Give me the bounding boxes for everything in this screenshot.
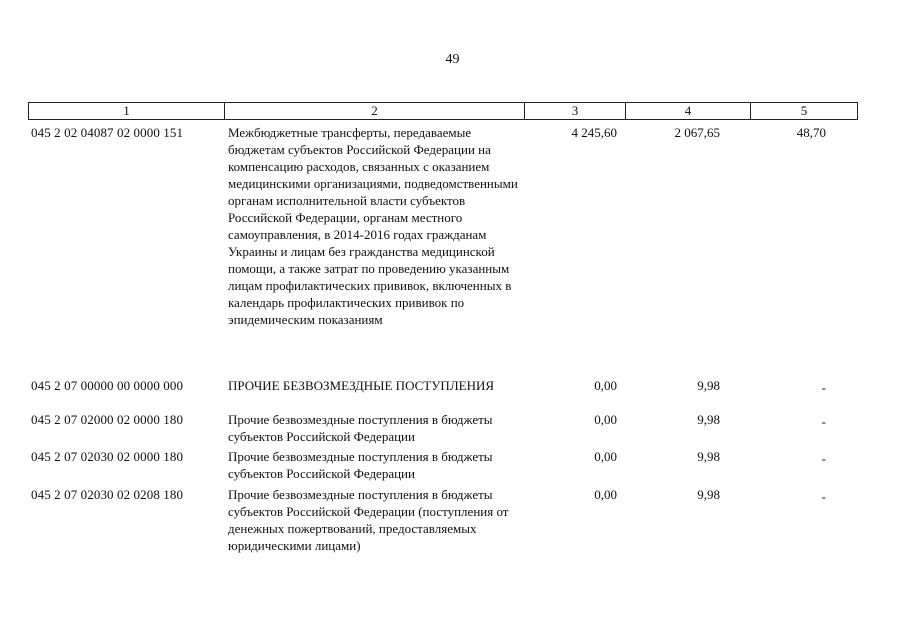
header-col-2: 2 bbox=[225, 103, 525, 119]
row-col3: 4 245,60 bbox=[571, 125, 617, 140]
row-col3: 0,00 bbox=[594, 378, 617, 393]
row-col5: 48,70 bbox=[796, 125, 826, 140]
header-col-4: 4 bbox=[626, 103, 751, 119]
row-col4: 9,98 bbox=[697, 449, 720, 464]
row-code: 045 2 07 02030 02 0208 180 bbox=[31, 487, 184, 502]
table-header bbox=[28, 102, 858, 120]
row-col4: 9,98 bbox=[697, 487, 720, 502]
row-name: Прочие безвозмездные поступления в бюджеты субъектов Российской Федерации bbox=[228, 449, 493, 481]
row-col4: 9,98 bbox=[697, 378, 720, 393]
row-code: 045 2 02 04087 02 0000 151 bbox=[31, 125, 184, 140]
row-col5: - bbox=[821, 489, 826, 504]
header-col-1: 1 bbox=[29, 103, 225, 119]
row-name: Прочие безвозмездные поступления в бюджеты субъектов Российской Федерации (поступления от денежных пожертвований, предоставляемых юридическими лицами) bbox=[228, 487, 509, 553]
row-code: 045 2 07 02030 02 0000 180 bbox=[31, 449, 184, 464]
row-col5: - bbox=[821, 451, 826, 466]
row-name: Межбюджетные трансферты, передаваемые бюджетам субъектов Российской Федерации на компенсацию расходов, связанных с оказанием медицинскими организациями, подведомственными органам исполнительной власти субъектов Российской Федерации, органам местного самоуправления, в 2014-2016 годах гражданам Украины и лицам без гражданства медицинской помощи, а также затрат по проведению указанным лицам профилактических прививок, включенных в календарь профилактических прививок по эпидемическим показаниям bbox=[228, 125, 518, 327]
row-col4: 9,98 bbox=[697, 412, 720, 427]
row-col3: 0,00 bbox=[594, 487, 617, 502]
row-code: 045 2 07 02000 02 0000 180 bbox=[31, 412, 184, 427]
row-col5: - bbox=[821, 414, 826, 429]
header-col-5: 5 bbox=[800, 103, 808, 118]
row-col5: - bbox=[821, 380, 826, 395]
row-col3: 0,00 bbox=[594, 412, 617, 427]
row-code: 045 2 07 00000 00 0000 000 bbox=[31, 378, 184, 393]
row-col3: 0,00 bbox=[594, 449, 617, 464]
header-col-3: 3 bbox=[525, 103, 626, 119]
row-name: ПРОЧИЕ БЕЗВОЗМЕЗДНЫЕ ПОСТУПЛЕНИЯ bbox=[228, 378, 495, 393]
row-col4: 2 067,65 bbox=[674, 125, 720, 140]
row-name: Прочие безвозмездные поступления в бюджеты субъектов Российской Федерации bbox=[228, 412, 493, 444]
page-number: 49 bbox=[445, 52, 460, 67]
